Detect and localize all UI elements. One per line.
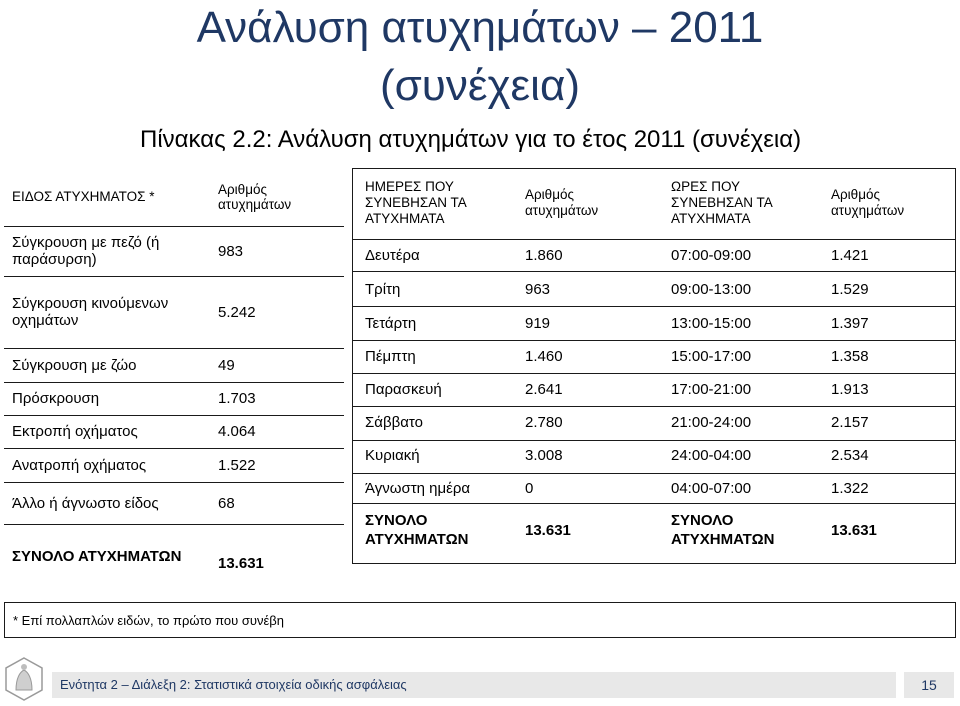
table-row	[4, 382, 344, 415]
count-cell: 4.064	[210, 415, 344, 448]
total-row	[4, 524, 344, 588]
header-day-count: Αριθμός ατυχημάτων	[525, 187, 599, 218]
day-cell: Άγνωστη ημέρα	[365, 480, 471, 497]
footer-bar: Ενότητα 2 – Διάλεξη 2: Στατιστικά στοιχεία οδικής ασφάλειας	[52, 672, 896, 698]
days-total-label: ΣΥΝΟΛΟ ΑΤΥΧΗΜΑΤΩΝ	[365, 512, 469, 548]
footnote: * Επί πολλαπλών ειδών, το πρώτο που συνέβη	[4, 602, 956, 638]
hour-cell: 13:00-15:00	[671, 315, 752, 332]
hour-count-cell: 1.322	[831, 480, 869, 497]
slide-title-line1: Ανάλυση ατυχημάτων – 2011	[196, 3, 764, 52]
days-hours-table	[352, 168, 956, 564]
table-row	[4, 415, 344, 448]
header-hour-count: Αριθμός ατυχημάτων	[831, 187, 905, 218]
table-row	[4, 482, 344, 524]
hour-cell: 07:00-09:00	[671, 247, 752, 264]
day-count-cell: 963	[525, 281, 551, 298]
university-logo-icon	[2, 656, 46, 702]
table-row	[4, 348, 344, 382]
day-count-cell: 0	[525, 480, 534, 497]
day-cell: Πέμπτη	[365, 348, 416, 365]
hour-cell: 15:00-17:00	[671, 348, 752, 365]
hour-cell: 21:00-24:00	[671, 414, 752, 431]
header-count: Αριθμός ατυχημάτων	[218, 181, 292, 212]
days-total-value: 13.631	[525, 522, 571, 539]
header-day: ΗΜΕΡΕΣ ΠΟΥ ΣΥΝΕΒΗΣΑΝ ΤΑ ΑΤΥΧΗΜΑΤΑ	[365, 179, 466, 226]
hour-count-cell: 1.913	[831, 381, 869, 398]
day-count-cell: 3.008	[525, 447, 563, 464]
type-cell: Σύγκρουση κινούμενων οχημάτων	[4, 276, 210, 348]
hours-total-label: ΣΥΝΟΛΟ ΑΤΥΧΗΜΑΤΩΝ	[671, 512, 775, 548]
hour-count-cell: 2.534	[831, 447, 869, 464]
count-cell: 1.522	[210, 448, 344, 482]
hour-count-cell: 1.358	[831, 348, 869, 365]
hour-count-cell: 2.157	[831, 414, 869, 431]
hour-cell: 24:00-04:00	[671, 447, 752, 464]
accident-types-table	[4, 168, 344, 588]
page-number: 15	[904, 672, 954, 698]
divider	[353, 503, 955, 504]
slide-title-line2: (συνέχεια)	[379, 61, 581, 110]
day-cell: Σάββατο	[365, 414, 423, 431]
hour-count-cell: 1.421	[831, 247, 869, 264]
header-hour: ΩΡΕΣ ΠΟΥ ΣΥΝΕΒΗΣΑΝ ΤΑ ΑΤΥΧΗΜΑΤΑ	[671, 179, 772, 226]
divider	[353, 239, 955, 240]
hour-cell: 17:00-21:00	[671, 381, 752, 398]
divider	[353, 406, 955, 407]
day-count-cell: 1.860	[525, 247, 563, 264]
day-cell: Κυριακή	[365, 447, 420, 464]
table-row	[4, 448, 344, 482]
count-cell: 1.703	[210, 382, 344, 415]
count-cell: 5.242	[210, 276, 344, 348]
hour-count-cell: 1.529	[831, 281, 869, 298]
day-count-cell: 2.641	[525, 381, 563, 398]
total-label: ΣΥΝΟΛΟ ΑΤΥΧΗΜΑΤΩΝ	[4, 524, 210, 588]
day-cell: Παρασκευή	[365, 381, 442, 398]
divider	[353, 473, 955, 474]
type-cell: Σύγκρουση με ζώο	[4, 348, 210, 382]
table-caption-prefix: Πίνακας 2.2	[140, 126, 266, 153]
day-cell: Δευτέρα	[365, 247, 420, 264]
total-value: 13.631	[210, 524, 344, 588]
count-cell: 983	[210, 226, 344, 276]
day-cell: Τετάρτη	[365, 315, 417, 332]
type-cell: Πρόσκρουση	[4, 382, 210, 415]
day-count-cell: 919	[525, 315, 551, 332]
divider	[353, 373, 955, 374]
table-caption-text: : Ανάλυση ατυχημάτων για το έτος 2011 (συνέχεια)	[265, 126, 802, 153]
day-cell: Τρίτη	[365, 281, 401, 298]
type-cell: Σύγκρουση με πεζό (ή παράσυρση)	[4, 226, 210, 276]
type-cell: Ανατροπή οχήματος	[4, 448, 210, 482]
count-cell: 68	[210, 482, 344, 524]
hour-count-cell: 1.397	[831, 315, 869, 332]
count-cell: 49	[210, 348, 344, 382]
table-row	[4, 226, 344, 276]
hours-total-value: 13.631	[831, 522, 877, 539]
divider	[353, 440, 955, 441]
type-cell: Άλλο ή άγνωστο είδος	[4, 482, 210, 524]
day-count-cell: 1.460	[525, 348, 563, 365]
hour-cell: 04:00-07:00	[671, 480, 752, 497]
table-caption	[140, 126, 801, 154]
type-cell: Εκτροπή οχήματος	[4, 415, 210, 448]
divider	[353, 306, 955, 307]
table-row	[4, 276, 344, 348]
day-count-cell: 2.780	[525, 414, 563, 431]
hour-cell: 09:00-13:00	[671, 281, 752, 298]
divider	[353, 340, 955, 341]
table-header-row	[4, 168, 344, 226]
header-type: ΕΙΔΟΣ ΑΤΥΧΗΜΑΤΟΣ *	[12, 189, 155, 205]
divider	[353, 271, 955, 272]
